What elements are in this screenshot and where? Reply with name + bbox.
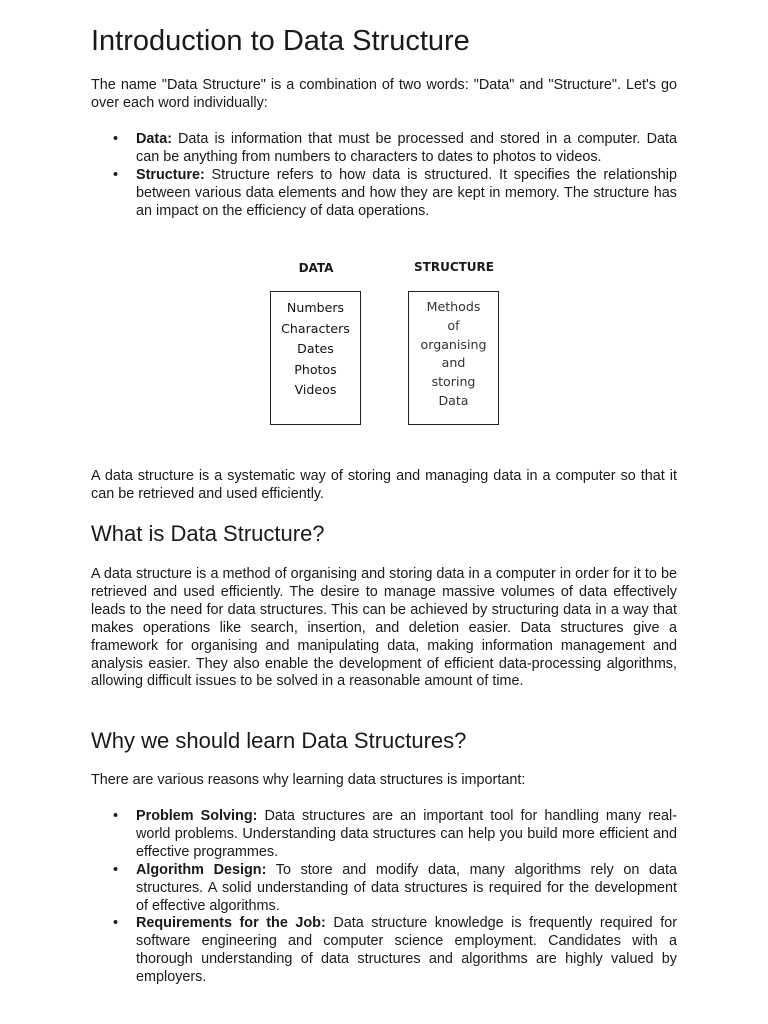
- bullet-icon: •: [113, 915, 119, 932]
- reasons-list: [91, 808, 677, 987]
- term-text: Data structure knowledge is frequently required for software engineering and computer science employment. Candidates with a thorough understanding of data structures and algorithms are highly valued by employers.: [136, 915, 677, 986]
- structure-item: Data: [438, 392, 469, 408]
- term-label: Requirements for the Job:: [136, 915, 326, 932]
- bullet-icon: •: [113, 131, 119, 147]
- section-heading-what-is: What is Data Structure?: [91, 521, 325, 546]
- data-label: DATA: [298, 261, 334, 275]
- list-item-job-requirements: [91, 915, 677, 987]
- data-item: Dates: [297, 341, 334, 357]
- data-structure-diagram: [0, 0, 768, 450]
- data-item: Numbers: [286, 300, 345, 315]
- intro-paragraph: The name "Data Structure" is a combination of two words: "Data" and "Structure". Let's go over each word individually:: [91, 77, 677, 111]
- data-item: Characters: [281, 320, 350, 336]
- page-title: Introduction to Data Structure: [91, 25, 470, 57]
- list-item-structure: [91, 167, 677, 221]
- data-item: Photos: [294, 361, 337, 377]
- term-text: Data is information that must be processed and stored in a computer. Data can be anything from numbers to characters to dates to photos to videos.: [136, 131, 677, 165]
- term-text: To store and modify data, many algorithms rely on data structures. A solid understanding of data structures is required for the development of effective algorithms.: [136, 861, 677, 914]
- bullet-icon: •: [113, 808, 119, 824]
- data-box: [270, 291, 361, 425]
- list-item-data: [91, 131, 677, 167]
- term-label: Algorithm Design:: [136, 861, 267, 878]
- term-label: Problem Solving:: [136, 808, 258, 824]
- bullet-icon: •: [113, 166, 119, 183]
- why-learn-intro: There are various reasons why learning data structures is important:: [91, 772, 526, 788]
- data-item: Videos: [294, 382, 337, 398]
- structure-item: of: [447, 317, 460, 333]
- section-heading-why-learn: Why we should learn Data Structures?: [91, 728, 467, 753]
- structure-item: Methods: [426, 299, 481, 314]
- term-label: Structure:: [136, 166, 205, 183]
- term-label: Data:: [136, 131, 172, 147]
- term-text: Structure refers to how data is structured. It specifies the relationship between various data elements and how they are kept in memory. The structure has an impact on the efficiency of data operations.: [136, 166, 677, 219]
- bullet-icon: •: [113, 861, 119, 878]
- summary-paragraph: A data structure is a systematic way of storing and managing data in a computer so that it can be retrieved and used efficiently.: [91, 468, 677, 502]
- list-item-problem-solving: [91, 808, 677, 862]
- term-text: Data structures are an important tool for handling many real-world problems. Understanding data structures can help you build more efficient and effective programmes.: [136, 808, 677, 860]
- structure-box: [408, 291, 499, 425]
- structure-item: organising: [420, 336, 487, 352]
- structure-label: STRUCTURE: [414, 260, 494, 274]
- list-item-algorithm-design: [91, 862, 677, 916]
- structure-item: storing: [431, 374, 476, 390]
- definitions-list: [91, 131, 677, 221]
- structure-item: and: [441, 355, 466, 371]
- what-is-paragraph: A data structure is a method of organising and storing data in a computer in order for it to be retrieved and used efficiently. The desire to manage massive volumes of data effectively leads to the need for data structures. This can be achieved by structuring data in a way that makes operations like search, insertion, and deletion easier. Data structures give a framework for organising and manipulating data, making information management and analysis easier. They also enable the development of efficient data-processing algorithms, allowing difficult issues to be solved in a reasonable amount of time.: [91, 566, 677, 690]
